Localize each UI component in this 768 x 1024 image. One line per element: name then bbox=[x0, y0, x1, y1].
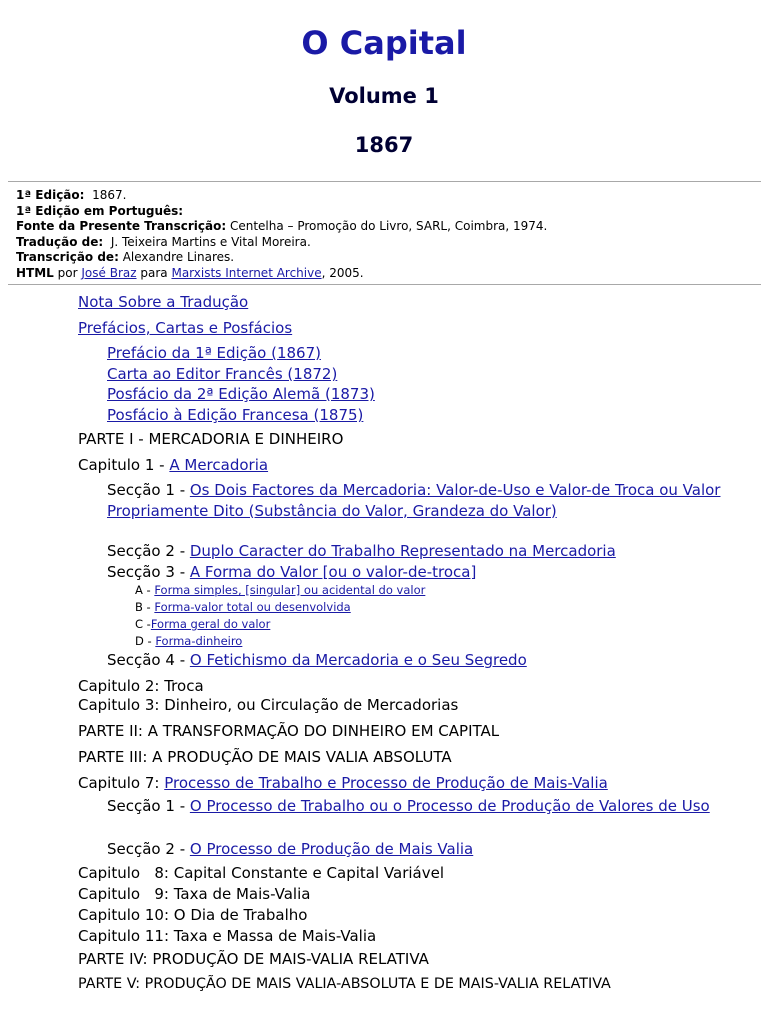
toc-item-prefacios bbox=[78, 318, 292, 338]
part-3-heading: PARTE III: A PRODUÇÃO DE MAIS VALIA ABSOLUTA bbox=[78, 748, 452, 766]
html-year: , 2005. bbox=[321, 265, 364, 280]
page-title: O Capital bbox=[301, 24, 467, 62]
ch7-section-2-label: Secção 2 - bbox=[107, 840, 190, 858]
toc-item-prefacio-1 bbox=[107, 343, 321, 363]
ch7-section-1-link[interactable]: O Processo de Trabalho ou o Processo de Produção de Valores de Uso bbox=[189, 797, 710, 815]
chapter-1-link[interactable]: A Mercadoria bbox=[169, 456, 269, 474]
chapter-7-link[interactable]: Processo de Trabalho e Processo de Produção de Mais-Valia bbox=[164, 774, 608, 792]
section-2-link[interactable]: Duplo Caracter do Trabalho Representado na Mercadoria bbox=[189, 542, 616, 560]
section-4-label: Secção 4 - bbox=[107, 651, 190, 669]
subsection-c-link[interactable]: Forma geral do valor bbox=[150, 617, 271, 631]
section-3 bbox=[107, 562, 476, 582]
html-por: por bbox=[57, 265, 78, 280]
chapter-7 bbox=[78, 773, 608, 793]
source-value: Centelha – Promoção do Livro, SARL, Coimbra, 1974. bbox=[229, 219, 548, 234]
toc-item-posfacio-fr bbox=[107, 405, 363, 425]
part-4-heading: PARTE IV: PRODUÇÃO DE MAIS-VALIA RELATIVA bbox=[78, 950, 429, 968]
subsection-a-link[interactable]: Forma simples, [singular] ou acidental do valor bbox=[154, 583, 426, 597]
translation-label: Tradução de: bbox=[16, 234, 104, 249]
subsection-d bbox=[135, 634, 242, 649]
section-1-link[interactable]: Os Dois Factores da Mercadoria: Valor-de-Uso e Valor-de Troca ou Valor Propriamente Dito (Substância do Valor, Grandeza do Valor) bbox=[107, 481, 721, 520]
subsection-b-label: B - bbox=[135, 600, 155, 614]
toc-item-carta bbox=[107, 364, 337, 384]
subsection-d-link[interactable]: Forma-dinheiro bbox=[155, 634, 243, 648]
subsection-b-link[interactable]: Forma-valor total ou desenvolvida bbox=[154, 600, 351, 614]
section-4 bbox=[107, 650, 527, 670]
section-3-link[interactable]: A Forma do Valor [ou o valor-de-troca] bbox=[189, 563, 477, 581]
section-1 bbox=[107, 480, 753, 521]
ch7-section-2-link[interactable]: O Processo de Produção de Mais Valia bbox=[189, 840, 474, 858]
top-divider bbox=[8, 181, 761, 182]
portuguese-edition-label: 1ª Edição em Português: bbox=[16, 203, 184, 218]
year-heading: 1867 bbox=[354, 133, 414, 157]
subsection-a-label: A - bbox=[135, 583, 155, 597]
section-4-link[interactable]: O Fetichismo da Mercadoria e o Seu Segredo bbox=[189, 651, 527, 669]
part-1-heading: PARTE I - MERCADORIA E DINHEIRO bbox=[78, 430, 344, 448]
posfacio-fr-link[interactable]: Posfácio à Edição Francesa (1875) bbox=[107, 406, 364, 424]
chapter-7-label: Capitulo 7: bbox=[78, 774, 165, 792]
html-line bbox=[16, 266, 547, 282]
part-2-heading: PARTE II: A TRANSFORMAÇÃO DO DINHEIRO EM CAPITAL bbox=[78, 722, 500, 740]
chapter-11: Capitulo 11: Taxa e Massa de Mais-Valia bbox=[78, 927, 377, 945]
chapter-1 bbox=[78, 455, 268, 475]
portuguese-edition-line bbox=[16, 204, 547, 220]
subsection-b bbox=[135, 600, 351, 615]
html-label: HTML bbox=[16, 265, 54, 280]
volume-heading: Volume 1 bbox=[329, 84, 439, 108]
nota-link[interactable]: Nota Sobre a Tradução bbox=[78, 293, 249, 311]
subsection-a bbox=[135, 583, 425, 598]
section-2 bbox=[107, 541, 616, 561]
toc-item-posfacio-2 bbox=[107, 384, 375, 404]
toc-item-nota bbox=[78, 292, 248, 312]
ch7-section-2 bbox=[107, 839, 473, 859]
section-2-label: Secção 2 - bbox=[107, 542, 190, 560]
prefacio-1-link[interactable]: Prefácio da 1ª Edição (1867) bbox=[107, 344, 321, 362]
chapter-9: Capitulo 9: Taxa de Mais-Valia bbox=[78, 885, 311, 903]
part-5-heading: PARTE V: PRODUÇÃO DE MAIS VALIA-ABSOLUTA E DE MAIS-VALIA RELATIVA bbox=[78, 976, 611, 992]
posfacio-2-link[interactable]: Posfácio da 2ª Edição Alemã (1873) bbox=[107, 385, 375, 403]
edition-label: 1ª Edição: bbox=[16, 188, 85, 202]
author-link[interactable]: José Braz bbox=[81, 265, 137, 280]
transcription-value: Alexandre Linares. bbox=[122, 250, 235, 265]
transcription-label: Transcrição de: bbox=[16, 250, 119, 265]
prefacios-link[interactable]: Prefácios, Cartas e Posfácios bbox=[78, 319, 293, 337]
publication-info bbox=[16, 188, 547, 282]
subsection-d-label: D - bbox=[135, 634, 156, 648]
html-para: para bbox=[140, 265, 168, 280]
chapter-10: Capitulo 10: O Dia de Trabalho bbox=[78, 906, 308, 924]
section-3-label: Secção 3 - bbox=[107, 563, 190, 581]
transcription-line bbox=[16, 250, 547, 266]
source-line bbox=[16, 219, 547, 235]
bottom-divider bbox=[8, 284, 761, 285]
archive-link[interactable]: Marxists Internet Archive bbox=[171, 265, 322, 280]
edition-value: 1867. bbox=[92, 188, 127, 202]
carta-link[interactable]: Carta ao Editor Francês (1872) bbox=[107, 365, 338, 383]
subsection-c bbox=[135, 617, 270, 632]
edition-line bbox=[16, 188, 547, 204]
section-1-label: Secção 1 - bbox=[107, 481, 190, 499]
chapter-2: Capitulo 2: Troca bbox=[78, 677, 204, 695]
source-label: Fonte da Presente Transcrição: bbox=[16, 219, 227, 234]
translation-line bbox=[16, 235, 547, 251]
ch7-section-1-label: Secção 1 - bbox=[107, 797, 190, 815]
ch7-section-1 bbox=[107, 796, 753, 817]
chapter-8: Capitulo 8: Capital Constante e Capital Variável bbox=[78, 864, 444, 882]
chapter-1-label: Capitulo 1 - bbox=[78, 456, 170, 474]
subsection-c-label: C - bbox=[135, 617, 151, 631]
translation-value: J. Teixeira Martins e Vital Moreira. bbox=[110, 234, 311, 249]
chapter-3: Capitulo 3: Dinheiro, ou Circulação de Mercadorias bbox=[78, 696, 459, 714]
